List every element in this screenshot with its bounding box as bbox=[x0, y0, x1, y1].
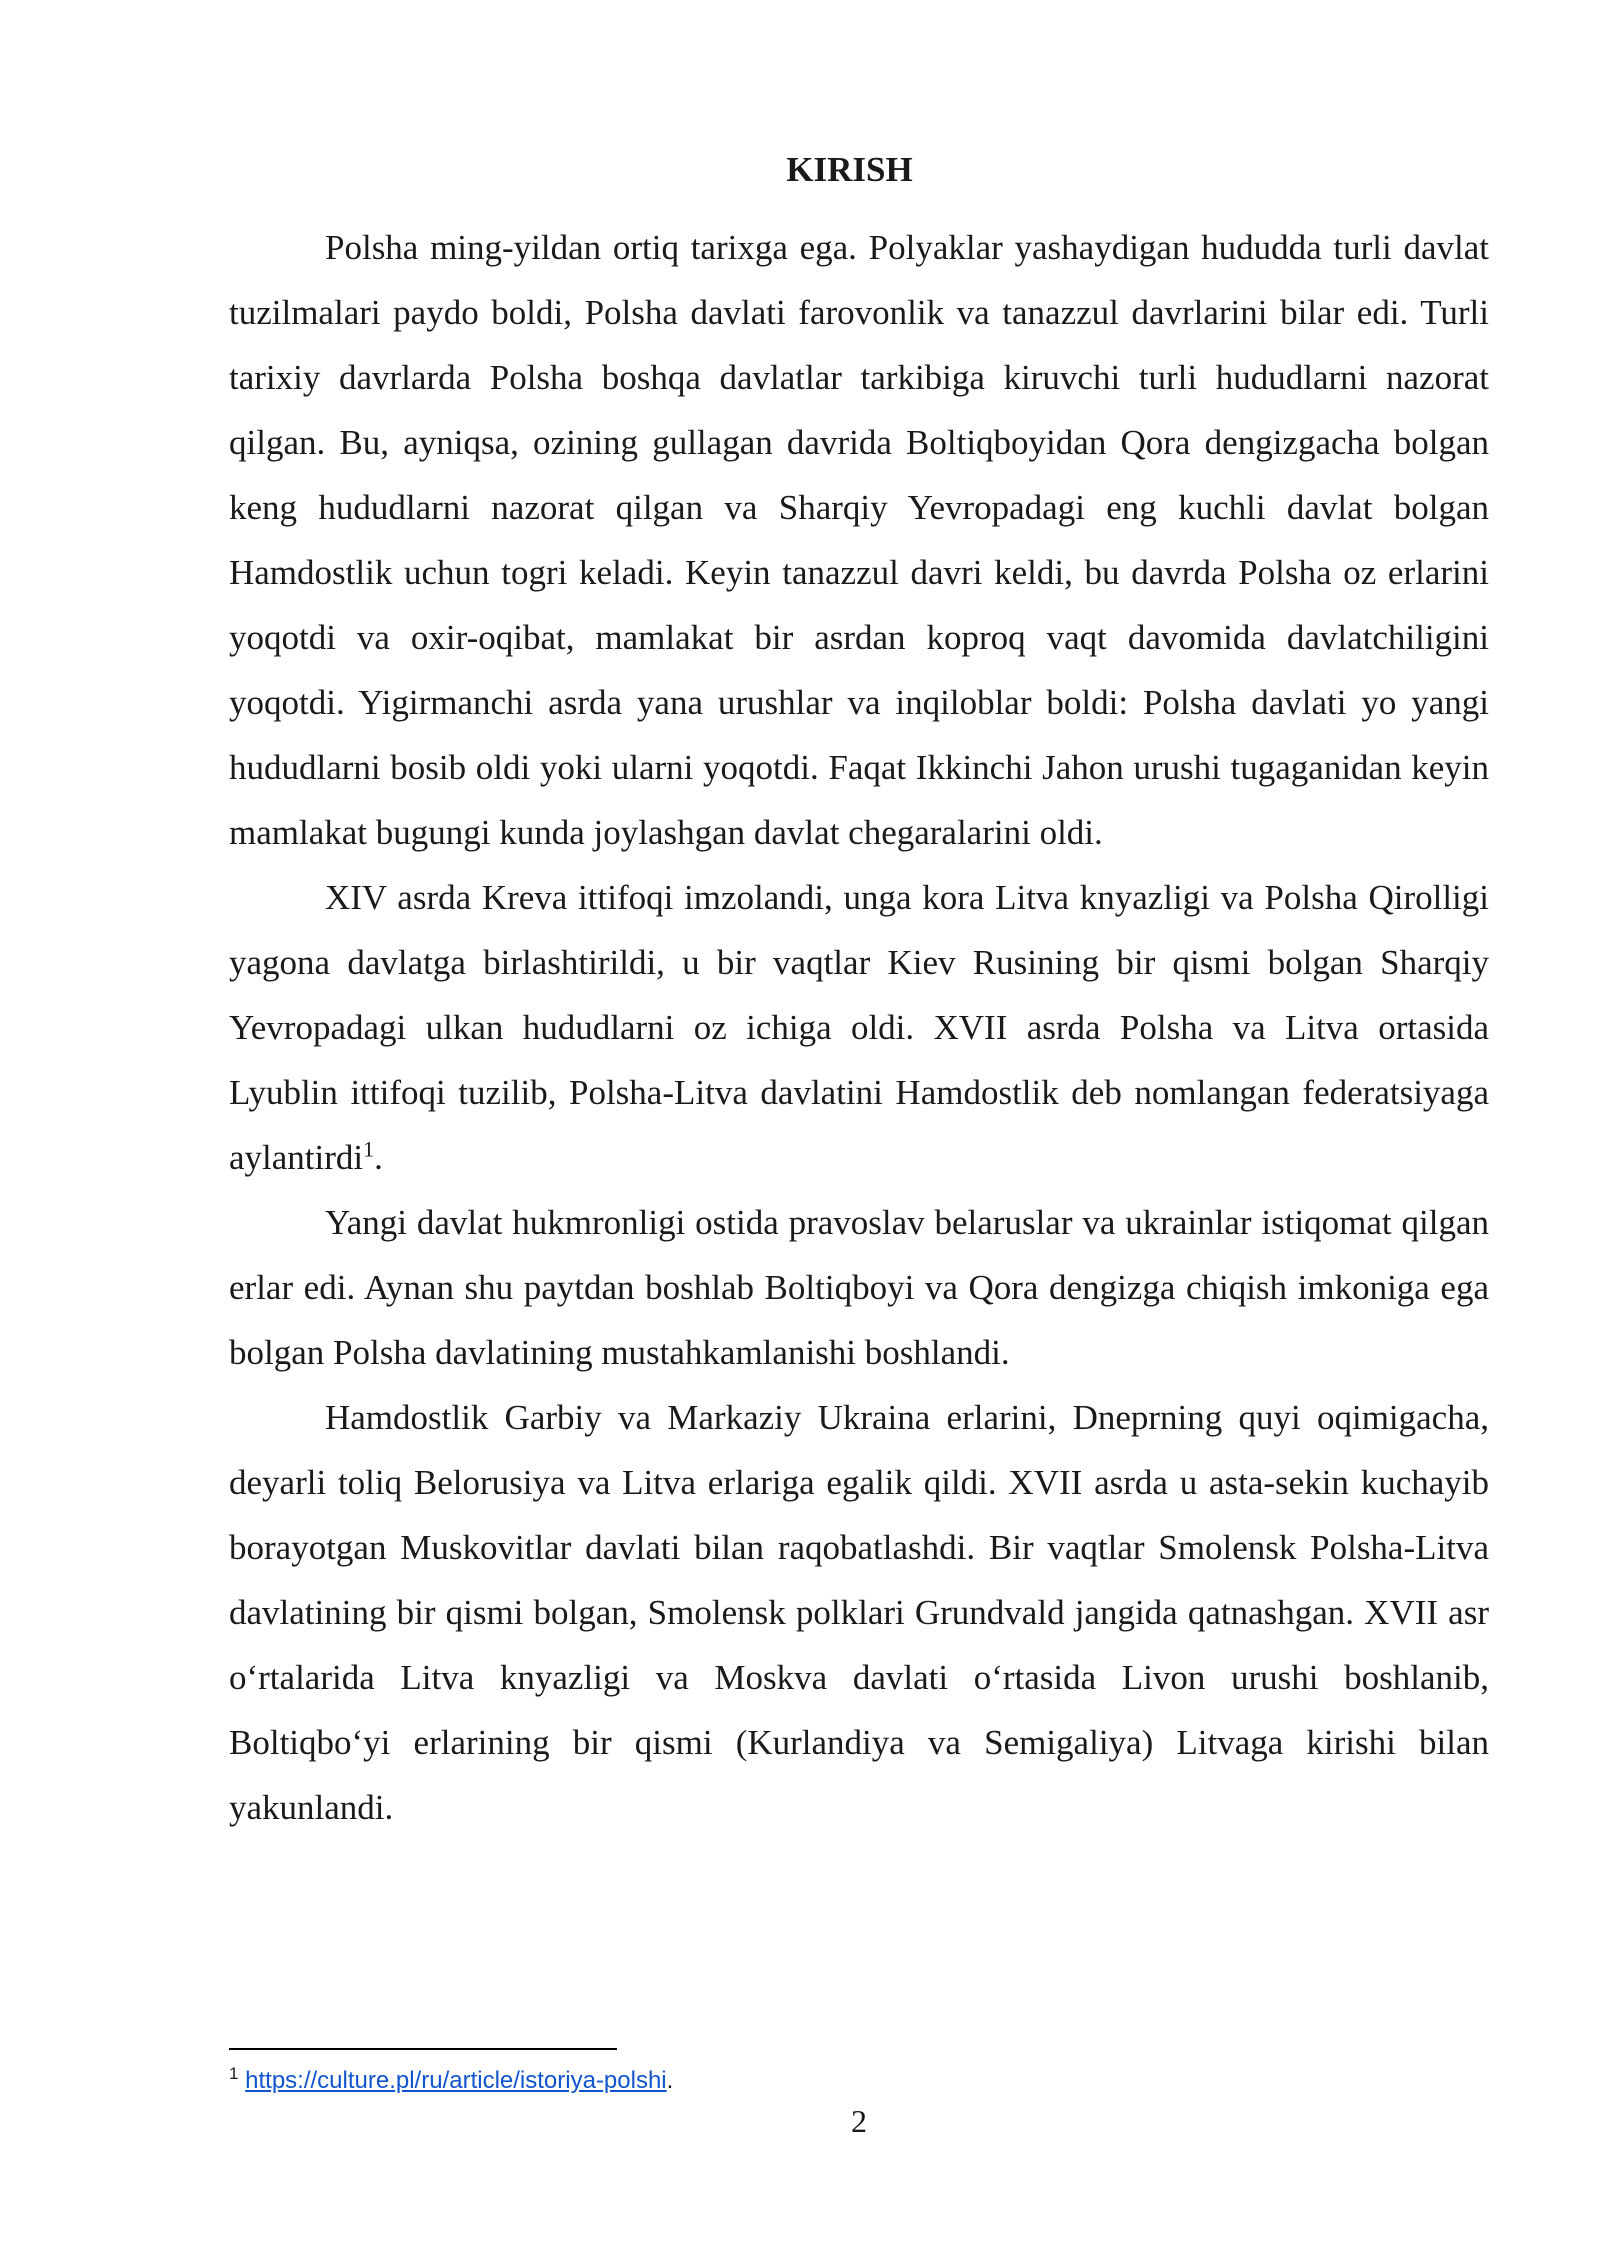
body-text bbox=[229, 215, 1489, 1840]
page-heading: KIRISH bbox=[786, 150, 913, 189]
paragraph-1 bbox=[229, 215, 1489, 865]
footnote-tail: . bbox=[666, 2067, 674, 2094]
footnote-separator bbox=[229, 2048, 617, 2050]
footnote-marker: 1 bbox=[229, 2064, 239, 2083]
footnote bbox=[229, 2066, 673, 2096]
footnote-link[interactable]: https://culture.pl/ru/article/istoriya-polshi bbox=[245, 2067, 667, 2094]
paragraph-3-text: Yangi davlat hukmronligi ostida pravoslav belaruslar va ukrainlar istiqomat qilgan erlar edi. Aynan shu paytdan boshlab Boltiqboyi va Qora dengizga chiqish imkoniga ega bolgan Polsha davlatining mustahkamlanishi boshlandi. bbox=[229, 1203, 1489, 1372]
paragraph-2-text: XIV asrda Kreva ittifoqi imzolandi, unga kora Litva knyazligi va Polsha Qirolligi yagona davlatga birlashtirildi, u bir vaqtlar Kiev Rusining bir qismi bolgan Sharqiy Yevropadagi ulkan hududlarni oz ichiga oldi. XVII asrda Polsha va Litva ortasida Lyublin ittifoqi tuzilib, Polsha-Litva davlatini Hamdostlik deb nomlangan federatsiyaga aylantirdi bbox=[229, 878, 1489, 1177]
paragraph-4 bbox=[229, 1385, 1489, 1840]
paragraph-3 bbox=[229, 1190, 1489, 1385]
paragraph-1-text: Polsha ming-yildan ortiq tarixga ega. Polyaklar yashaydigan hududda turli davlat tuzilmalari paydo boldi, Polsha davlati farovonlik va tanazzul davrlarini bilar edi. Turli tarixiy davrlarda Polsha boshqa davlatlar tarkibiga kiruvchi turli hududlarni nazorat qilgan. Bu, ayniqsa, ozining gullagan davrida Boltiqboyidan Qora dengizgacha bolgan keng hududlarni nazorat qilgan va Sharqiy Yevropadagi eng kuchli davlat bolgan Hamdostlik uchun togri keladi. Keyin tanazzul davri keldi, bu davrda Polsha oz erlarini yoqotdi va oxir-oqibat, mamlakat bir asrdan koproq vaqt davomida davlatchiligini yoqotdi. Yigirmanchi asrda yana urushlar va inqiloblar boldi: Polsha davlati yo yangi hududlarni bosib oldi yoki ularni yoqotdi. Faqat Ikkinchi Jahon urushi tugaganidan keyin mamlakat bugungi kunda joylashgan davlat chegaralarini oldi. bbox=[229, 228, 1489, 852]
paragraph-2 bbox=[229, 865, 1489, 1190]
paragraph-2-tail: . bbox=[374, 1138, 383, 1177]
page-number: 2 bbox=[851, 2103, 867, 2139]
paragraph-4-text: Hamdostlik Garbiy va Markaziy Ukraina erlarini, Dneprning quyi oqimigacha, deyarli toliq Belorusiya va Litva erlariga egalik qildi. XVII asrda u asta-sekin kuchayib borayotgan Muskovitlar davlati bilan raqobatlashdi. Bir vaqtlar Smolensk Polsha-Litva davlatining bir qismi bolgan, Smolensk polklari Grundvald jangida qatnashgan. XVII asr oʻrtalarida Litva knyazligi va Moskva davlati oʻrtasida Livon urushi boshlanib, Boltiqboʻyi erlarining bir qismi (Kurlandiya va Semigaliya) Litvaga kirishi bilan yakunlandi. bbox=[229, 1398, 1489, 1827]
footnote-reference[interactable]: 1 bbox=[363, 1136, 375, 1162]
